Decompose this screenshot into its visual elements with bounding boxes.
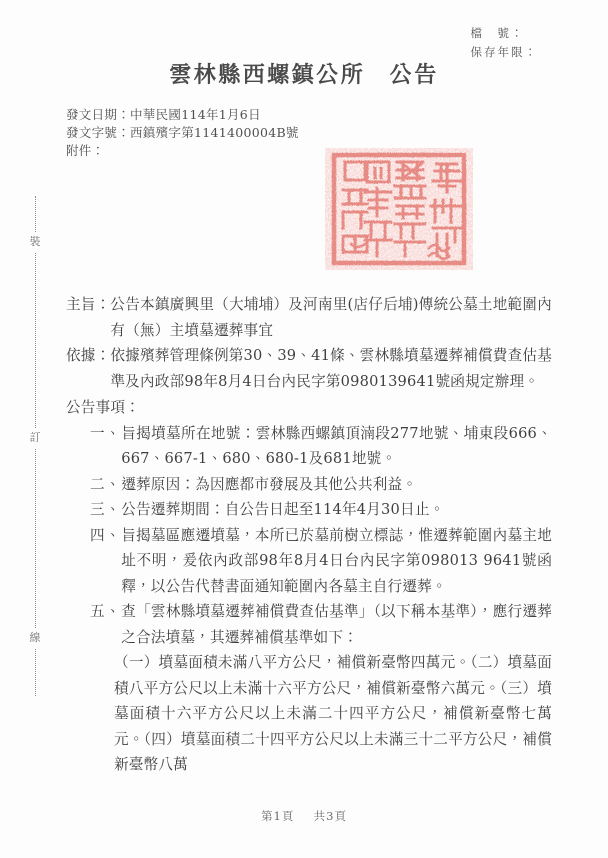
file-number-label: 檔 號： <box>470 26 525 40</box>
announcement-items-heading: 公告事項： <box>66 399 140 416</box>
retention-period-label: 保存年限： <box>470 45 538 59</box>
current-page-label: 第1頁 <box>261 809 295 823</box>
announcement-item <box>66 472 552 498</box>
binding-char-zhuang: 裝 <box>26 232 44 252</box>
compensation-sub-items: （一）墳墓面積未滿八平方公尺，補償新臺幣四萬元。（二）墳墓面積八平方公尺以上未滿十六平方公尺，補償新臺幣六萬元。（三）墳墓面積十六平方公尺以上未滿二十四平方公尺，補償新臺幣七萬元。（四）墳墓面積二十四平方公尺以上未滿三十二平方公尺，補償新臺幣八萬 <box>114 654 552 773</box>
binding-char-ding: 訂 <box>26 428 44 448</box>
item-text: 公告遷葬期間：自公告日起至114年4月30日止。 <box>121 501 445 518</box>
file-number-row <box>471 24 539 43</box>
announcement-item <box>66 497 552 523</box>
issue-metadata <box>66 106 299 160</box>
attachment-label: 附件： <box>66 143 105 158</box>
item-number: 五、 <box>90 603 122 620</box>
item-text: 查「雲林縣墳墓遷葬補償費查估基準」（以下稱本基準），應行遷葬之合法墳墓，其遷葬補償基準如下： <box>121 603 552 646</box>
document-header-fields <box>471 24 539 62</box>
subject-label: 主旨： <box>66 296 111 313</box>
page-footer <box>0 808 608 824</box>
page-title: 雲林縣西螺鎮公所 公告 <box>169 62 439 88</box>
subject-text: 公告本鎮廣興里（大埔埔）及河南里(店仔后埔)傳統公墓土地範圍內有（無）主墳墓遷葬事宜 <box>110 296 552 339</box>
seal-icon <box>325 148 473 270</box>
total-pages-label: 共3頁 <box>313 809 347 823</box>
binding-char-xian: 線 <box>26 628 44 648</box>
item-text: 旨揭墳墓所在地號：雲林縣西螺鎮頂湳段277地號、埔東段666、667、667-1、680、680-1及681地號。 <box>121 424 552 467</box>
issue-document-number: 發文字號：西鎮殯字第1141400004B號 <box>66 125 299 140</box>
official-seal <box>325 148 473 270</box>
item-number: 一、 <box>90 424 122 442</box>
subject-paragraph <box>66 292 552 343</box>
announcement-item <box>66 599 552 650</box>
item-number: 三、 <box>90 501 122 518</box>
basis-text: 依據殯葬管理條例第30、39、41條、雲林縣墳墓遷葬補償費查估基準及內政部98年8月4日台內民字第0980139641號函規定辦理。 <box>110 347 552 390</box>
issue-date: 發文日期：中華民國114年1月6日 <box>66 107 261 122</box>
basis-label: 依據： <box>66 347 111 364</box>
announcement-item <box>66 421 552 472</box>
document-body <box>66 292 552 778</box>
announcement-item <box>66 523 552 600</box>
item-text: 遷葬原因：為因應都市發展及其他公共利益。 <box>121 475 418 493</box>
item-number: 二、 <box>90 475 122 493</box>
item-text: 旨揭墓區應遷墳墓，本所已於墓前樹立標誌，惟遷葬範圍內墓主地址不明，爰依內政部98年8月4日台內民字第098013 9641號函釋，以公告代替書面通知範圍內各墓主自行遷葬。 <box>121 526 552 595</box>
basis-paragraph <box>66 343 552 394</box>
item-number: 四、 <box>90 526 122 544</box>
